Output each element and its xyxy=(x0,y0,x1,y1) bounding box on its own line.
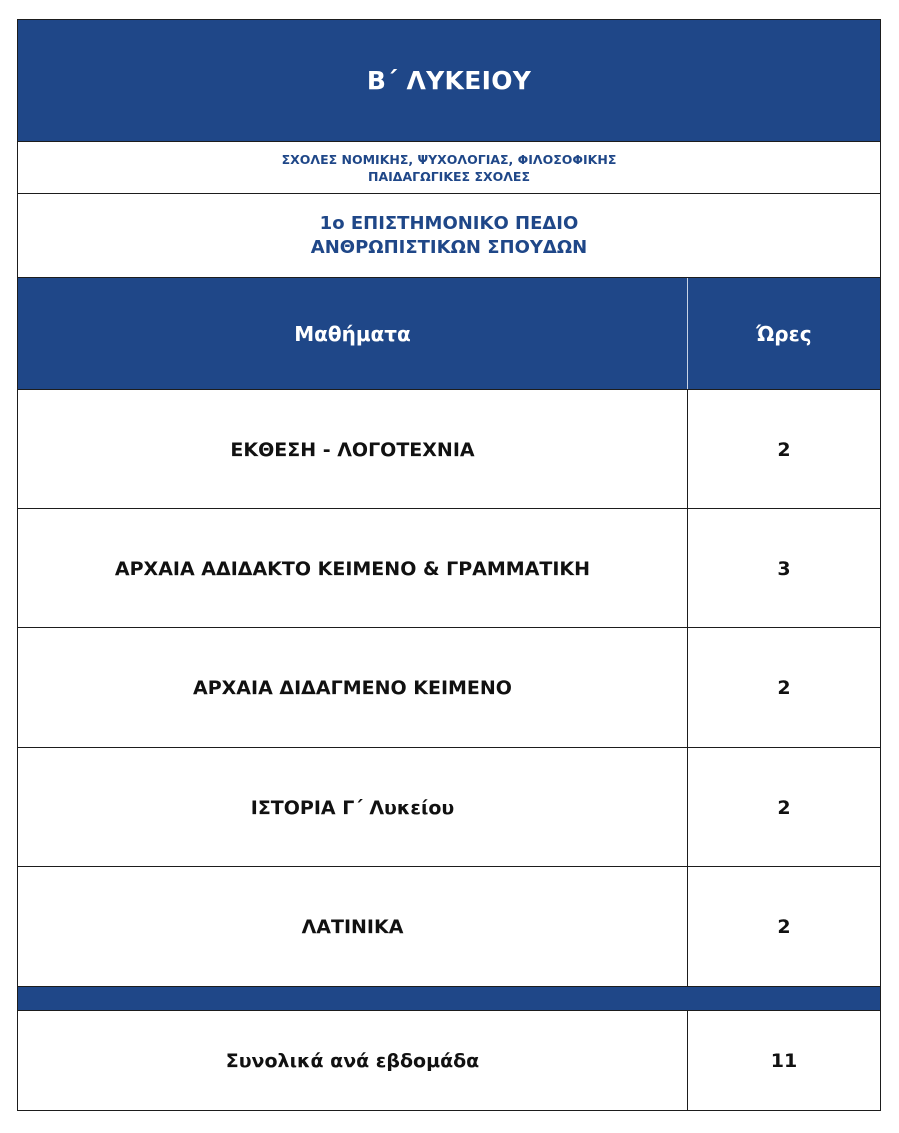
subject-hours: 2 xyxy=(687,867,880,986)
field-line-2: ΑΝΘΡΩΠΙΣΤΙΚΩΝ ΣΠΟΥΔΩΝ xyxy=(310,236,588,258)
schedule-table xyxy=(17,19,881,1111)
subject-name: ΙΣΤΟΡΙΑ Γ΄ Λυκείου xyxy=(250,796,455,819)
table-row xyxy=(18,866,880,986)
subject-hours: 3 xyxy=(687,509,880,628)
subject-hours: 2 xyxy=(687,628,880,747)
subjects-column-header: Μαθήματα xyxy=(294,321,411,346)
schools-label xyxy=(18,142,880,193)
total-label: Συνολικά ανά εβδομάδα xyxy=(225,1049,480,1072)
field-line-1: 1ο ΕΠΙΣΤΗΜΟΝΙΚΟ ΠΕΔΙΟ xyxy=(319,212,579,234)
field-label xyxy=(18,194,880,277)
schools-line-1: ΣΧΟΛΕΣ ΝΟΜΙΚΗΣ, ΨΥΧΟΛΟΓΙΑΣ, ΦΙΛΟΣΟΦΙΚΗΣ xyxy=(281,151,617,167)
subject-name: ΑΡΧΑΙΑ ΑΔΙΔΑΚΤΟ ΚΕΙΜΕΝΟ & ΓΡΑΜΜΑΤΙΚΗ xyxy=(114,557,591,580)
hours-column-header: Ώρες xyxy=(687,278,880,389)
page-title: Β΄ ΛΥΚΕΙΟΥ xyxy=(18,20,880,141)
total-hours: 11 xyxy=(687,1011,880,1110)
subject-name: ΛΑΤΙΝΙΚΑ xyxy=(301,915,404,938)
subject-name: ΕΚΘΕΣΗ - ΛΟΓΟΤΕΧΝΙΑ xyxy=(230,438,475,461)
table-row xyxy=(18,747,880,867)
table-row xyxy=(18,389,880,509)
subject-hours: 2 xyxy=(687,390,880,509)
table-row xyxy=(18,508,880,628)
table-row xyxy=(18,627,880,747)
table-header xyxy=(18,278,880,389)
total-row xyxy=(18,1011,880,1110)
subject-hours: 2 xyxy=(687,748,880,867)
subject-name: ΑΡΧΑΙΑ ΔΙΔΑΓΜΕΝΟ ΚΕΙΜΕΝΟ xyxy=(193,676,512,699)
schools-line-2: ΠΑΙΔΑΓΩΓΙΚΕΣ ΣΧΟΛΕΣ xyxy=(367,168,530,184)
separator-band xyxy=(18,986,880,1011)
